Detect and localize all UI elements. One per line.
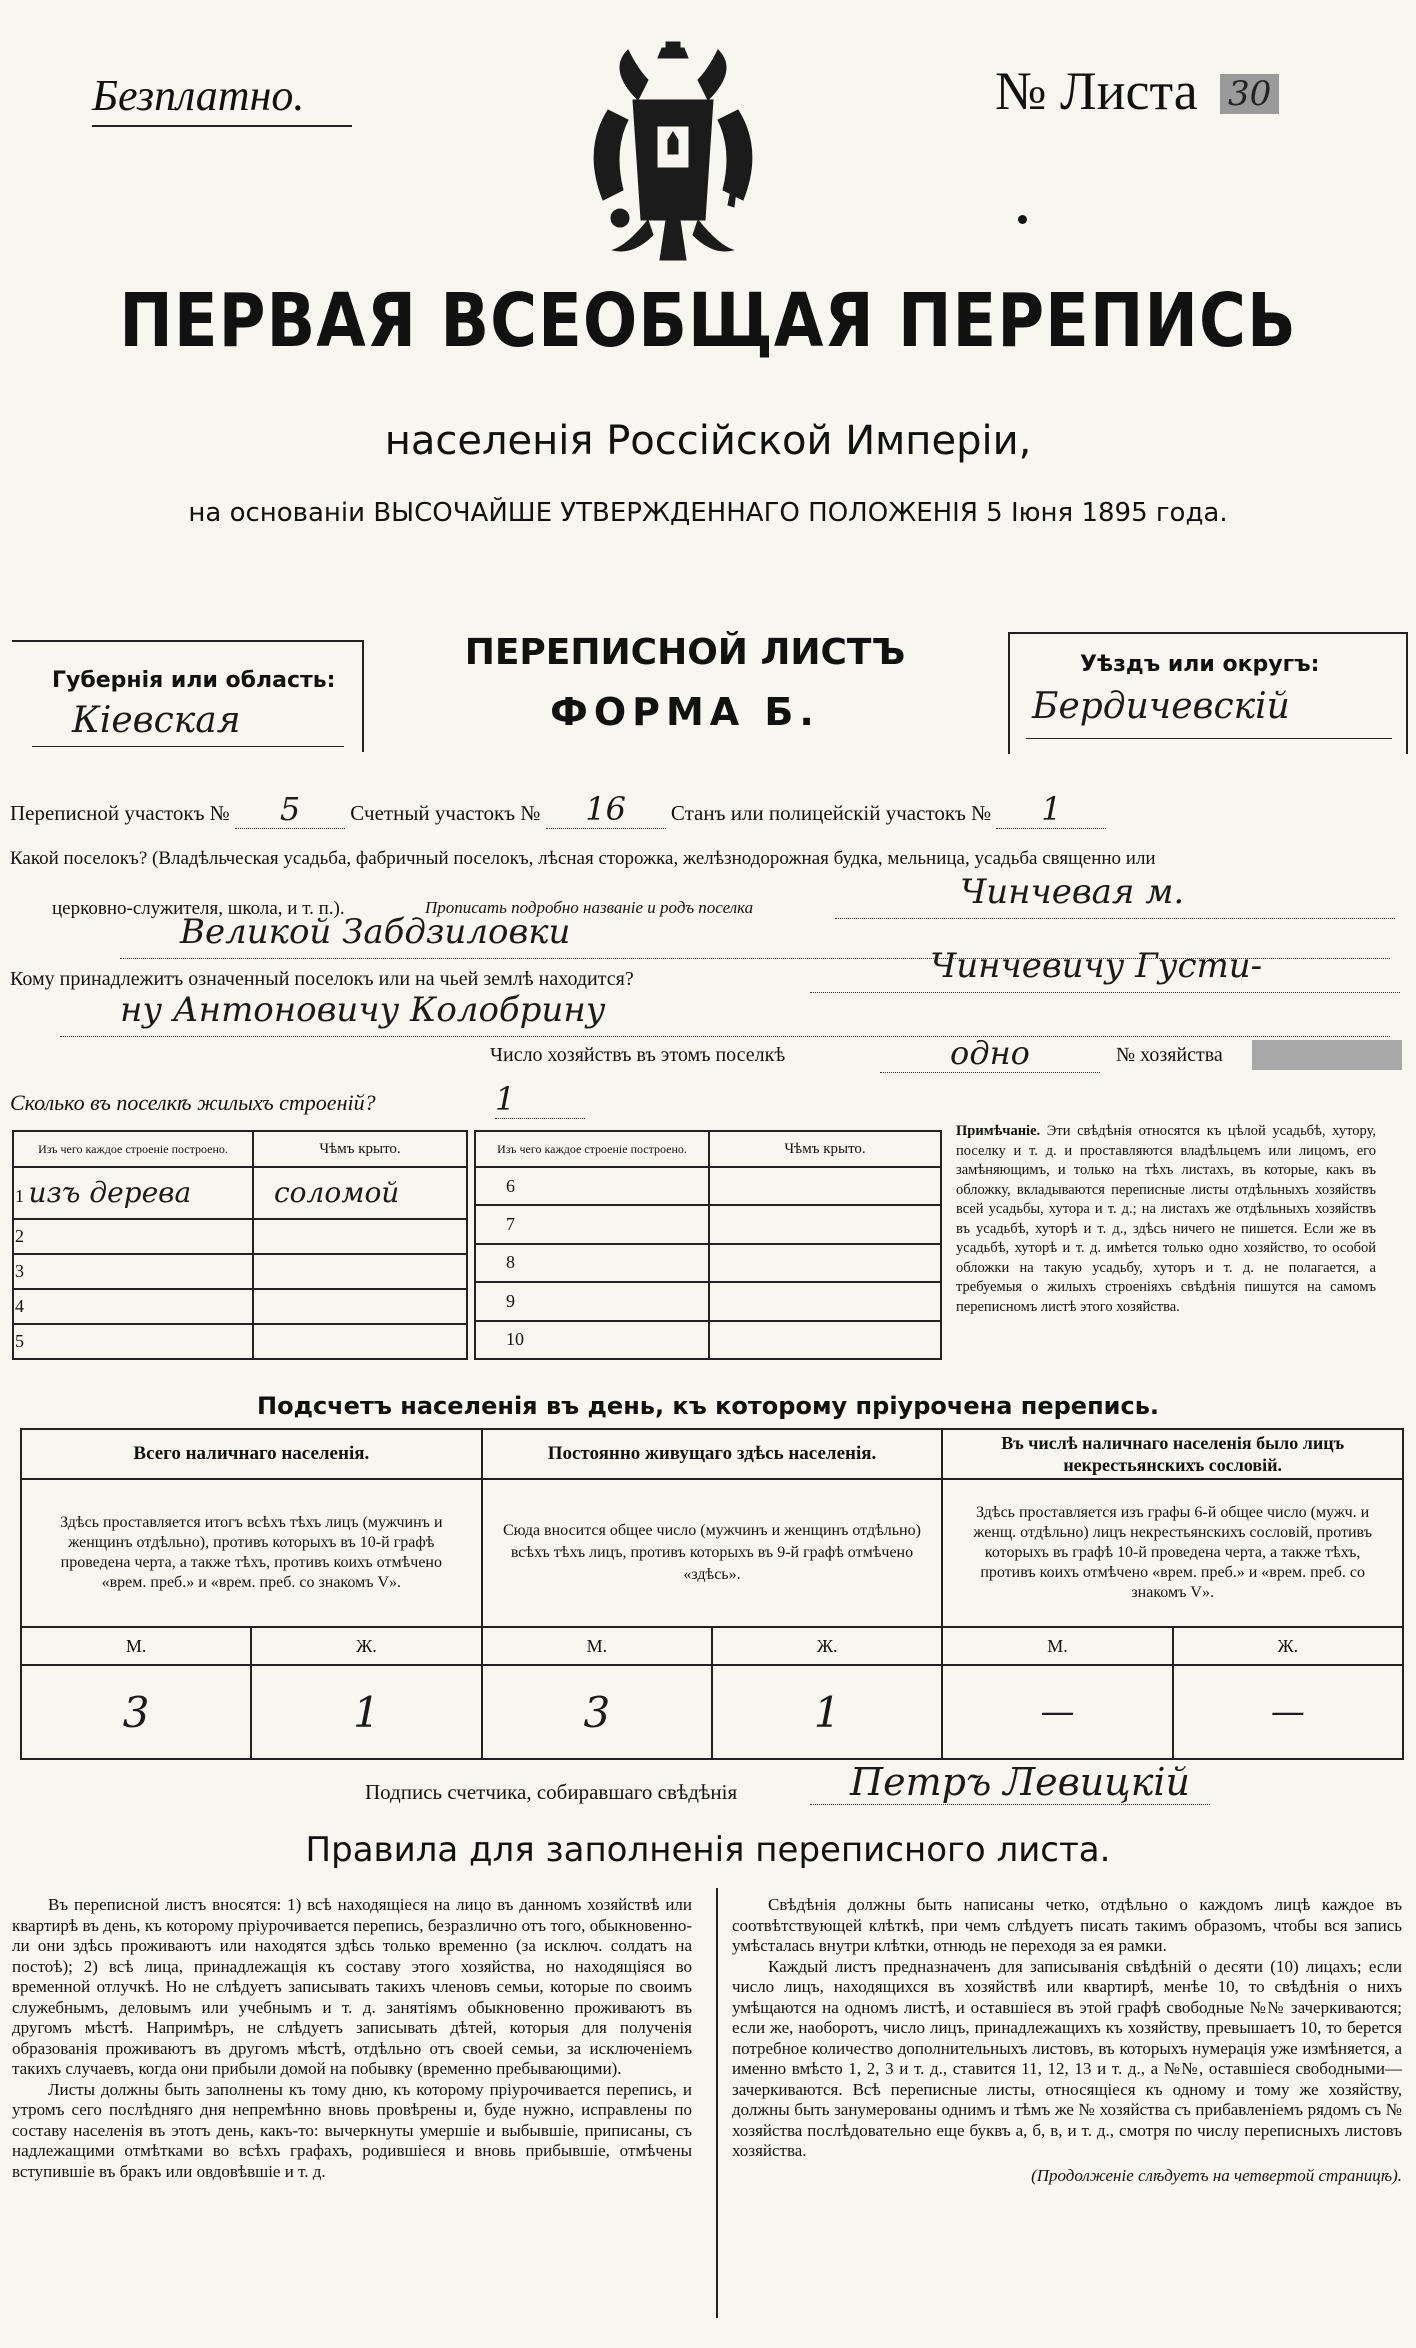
table-row bbox=[13, 1324, 467, 1359]
row-number: 1 bbox=[15, 1186, 24, 1207]
census-area-value: 5 bbox=[235, 790, 345, 829]
rules-right-p2: Каждый листъ предназначенъ для записыванія свѣдѣній о десяти (10) лицахъ; если число лицъ, находящихся въ хозяйствѣ или квартирѣ, менѣе 10, то свѣдѣнія о нихъ умѣщаются на одномъ листѣ, и оставшіеся въ этой графѣ свободные №№ зачеркиваются; если же, наоборотъ, число лицъ, принадлежащихъ къ хозяйству, превышаетъ 10, то берется потребное количество дополнительныхъ листовъ, въ которыхъ нумерація уже измѣняется, а именно вмѣсто 1, 2, 3 и т. д., ставится 11, 12, 13 и т. д., а №№, оставшіеся свободными—зачеркиваются. Всѣ переписные листы, относящіеся къ одному и тому же хозяйству, должны быть занумерованы однимъ и тѣмъ же № хозяйства съ прибавленіемъ рядомъ съ № хозяйства послѣдовательно еще буквъ а, б, в, и т. д., смотря по числу переписныхъ листовъ хозяйства. bbox=[732, 1956, 1402, 2160]
roof-header: Чѣмъ крыто. bbox=[253, 1131, 467, 1167]
district-label: Уѣздъ или округъ: bbox=[1080, 652, 1320, 677]
row-number: 6 bbox=[475, 1167, 709, 1205]
m-label: М. bbox=[21, 1627, 251, 1665]
col1-male-count: 3 bbox=[21, 1665, 251, 1759]
f-label: Ж. bbox=[1173, 1627, 1403, 1665]
counting-area-label: Счетный участокъ № bbox=[350, 801, 541, 825]
settlement-value-2: Великой Забдзиловки bbox=[180, 912, 571, 952]
stan-value: 1 bbox=[996, 790, 1106, 829]
m-label: М. bbox=[942, 1627, 1172, 1665]
household-no-redacted bbox=[1252, 1040, 1402, 1070]
ink-dot bbox=[1018, 215, 1027, 224]
census-title: ПЕРВАЯ ВСЕОБЩАЯ ПЕРЕПИСЬ bbox=[119, 279, 1297, 365]
row-material: изъ дерева bbox=[28, 1176, 192, 1210]
note-block bbox=[956, 1122, 1376, 1317]
rules-left-p1: Въ переписной листъ вносятся: 1) всѣ находящіеся на лицо въ данномъ хозяйствѣ или квартирѣ въ день, къ которому пріурочивается перепись, безразлично отъ того, обыкновенно-ли они здѣсь проживаютъ или находятся здѣсь только временно (за исключ. солдатъ на постоѣ); 2) всѣ лица, принадлежащія къ составу этого хозяйства, но находящіяся во временной отлучкѣ. Но не слѣдуетъ записывать такихъ членовъ семьи, которые по своимъ служебнымъ, деловымъ или учебнымъ и т. д. занятіямъ обыкновенно проживаютъ въ другомъ мѣстѣ. Напримѣръ, не слѣдуетъ записывать дѣтей, которыя для полученія образованія проживаютъ въ другомъ мѣстѣ, отдѣльно отъ своей семьи, за исключеніемъ такихъ случаевъ, когда они прибыли домой на побывку (временно пребывающими). bbox=[12, 1895, 692, 2078]
row-number: 2 bbox=[13, 1219, 253, 1254]
households-label: Число хозяйствъ въ этомъ поселкѣ bbox=[490, 1044, 786, 1066]
buildings-table-right bbox=[474, 1130, 942, 1360]
signature-label: Подпись счетчика, собиравшаго свѣдѣнія bbox=[365, 1780, 738, 1804]
row-roof bbox=[709, 1205, 941, 1243]
table-row bbox=[475, 1167, 941, 1205]
rules-right-p1: Свѣдѣнія должны быть написаны четко, отдѣльно о каждомъ лицѣ каждое въ соотвѣтствующей клѣткѣ, при чемъ слѣдуетъ писать такимъ образомъ, чтобы вся запись умѣсталась внутри клѣтки, отнюдь не переходя за ея рамки. bbox=[732, 1895, 1402, 1955]
table-row bbox=[13, 1167, 467, 1219]
settlement-label: Какой поселокъ? (Владѣльческая усадьба, фабричный поселокъ, лѣсная сторожка, желѣзнодорожная будка, мельница, усадьба священно или bbox=[10, 848, 1156, 869]
row-roof bbox=[709, 1244, 941, 1282]
table-row bbox=[475, 1205, 941, 1243]
stan-label: Станъ или полицейскій участокъ № bbox=[670, 801, 992, 825]
census-area-label: Переписной участокъ № bbox=[10, 801, 230, 825]
sheet-number-value: 30 bbox=[1220, 74, 1279, 114]
district-value: Бердичевскій bbox=[1032, 686, 1290, 727]
count-table bbox=[20, 1428, 1404, 1760]
count-table-head bbox=[21, 1429, 1403, 1479]
column-divider bbox=[716, 1888, 718, 2318]
col2-desc: Сюда вносится общее число (мужчинъ и женщинъ отдѣльно) всѣхъ тѣхъ лицъ, противъ которыхъ въ 9-й графѣ отмѣчено «здѣсь». bbox=[482, 1479, 943, 1627]
owner-value: Чинчевичу Густи- bbox=[930, 946, 1263, 986]
rules-right-column bbox=[732, 1895, 1402, 2186]
signature-value: Петръ Левицкій bbox=[850, 1760, 1191, 1804]
buildings-table-left bbox=[12, 1130, 468, 1360]
row-number: 8 bbox=[475, 1244, 709, 1282]
rules-left-p2: Листы должны быть заполнены къ тому дню, къ которому пріурочивается перепись, и утромъ сего послѣдняго дня непремѣнно вновь провѣрены и, буде нужно, исправлены по составу населенія въ этотъ день, какъ-то: вычеркнуты умершіе и выбывшіе, приписаны, съ надлежащими отмѣтками во всѣхъ графахъ, родившіеся и вновь прибывшіе, отмѣчены вступившіе въ бракъ или овдовѣвшіе и т. д. bbox=[12, 2079, 692, 2181]
settlement-instruction: Прописать подробно названіе и родъ поселка bbox=[425, 898, 754, 917]
col1-female-count: 1 bbox=[251, 1665, 481, 1759]
col3-female-count: — bbox=[1173, 1665, 1403, 1759]
col1-desc: Здѣсь проставляется итогъ всѣхъ тѣхъ лицъ (мужчинъ и женщинъ отдѣльно), противъ которыхъ въ 10-й графѣ проведена черта, а также тѣхъ, противъ коихъ отмѣчено «врем. преб.» и «врем. преб. со знакомъ V». bbox=[21, 1479, 482, 1627]
row-roof: соломой bbox=[253, 1167, 467, 1219]
legal-basis-line: на основаніи ВЫСОЧАЙШЕ УТВЕРЖДЕННАГО ПОЛОЖЕНІЯ 5 Іюня 1895 года. bbox=[188, 498, 1228, 528]
signature-dots bbox=[810, 1804, 1210, 1805]
owner-value-2: ну Антоновичу Колобрину bbox=[120, 990, 606, 1030]
owner-dots-2 bbox=[60, 1036, 1390, 1037]
table-row bbox=[475, 1321, 941, 1359]
count-table-gender-row bbox=[21, 1627, 1403, 1665]
buildings-value: 1 bbox=[495, 1080, 585, 1119]
row-roof bbox=[253, 1324, 467, 1359]
col3-male-count: — bbox=[942, 1665, 1172, 1759]
row-number: 5 bbox=[13, 1324, 253, 1359]
form-title: ФОРМА Б. bbox=[550, 690, 820, 734]
col2-male-count: 3 bbox=[482, 1665, 712, 1759]
col1-title: Всего наличнаго населенія. bbox=[21, 1429, 482, 1479]
province-label: Губернія или область: bbox=[52, 668, 336, 693]
count-table-values-row bbox=[21, 1665, 1403, 1759]
free-label: Безплатно. bbox=[92, 71, 305, 120]
rules-title: Правила для заполненія переписного листа. bbox=[305, 1830, 1111, 1870]
settlement-label-2: церковно-служителя, школа, и т. п.). bbox=[52, 898, 345, 919]
row-roof bbox=[253, 1219, 467, 1254]
settlement-value: Чинчевая м. bbox=[960, 872, 1185, 912]
row-roof bbox=[253, 1289, 467, 1324]
sheet-title: ПЕРЕПИСНОЙ ЛИСТЪ bbox=[464, 632, 906, 673]
row-number: 4 bbox=[13, 1289, 253, 1324]
owner-label: Кому принадлежитъ означенный поселокъ или на чьей землѣ находится? bbox=[10, 968, 634, 990]
note-text: Эти свѣдѣнія относятся къ цѣлой усадьбѣ, хутору, поселку и т. д. и проставляются владѣльцемъ или лицомъ, его замѣняющимъ, и только на тѣхъ листахъ, въ которые, какъ въ обложку, вкладываются переписные листы отдѣльныхъ хозяйствъ всей усадьбы, хутора и т. д.; на листахъ же отдѣльныхъ хозяйствъ въ усадьбѣ, хуторѣ и т. д., здѣсь ничего не пишется. Если же въ усадьбѣ, хуторѣ и т. д. имѣется только одно хозяйство, то особой обложки на такую усадьбу, хуторъ и т. д. не полагается, а требуемыя о жилыхъ строеніяхъ свѣдѣнія пишутся на самомъ переписномъ листѣ этого хозяйства. bbox=[956, 1123, 1377, 1315]
col2-title: Постоянно живущаго здѣсь населенія. bbox=[482, 1429, 943, 1479]
buildings-label: Сколько въ поселкѣ жилыхъ строеній? bbox=[10, 1090, 376, 1115]
households-value: одно bbox=[880, 1034, 1100, 1073]
row-number: 7 bbox=[475, 1205, 709, 1243]
m-label: М. bbox=[482, 1627, 712, 1665]
census-subtitle: населенія Россійской Имперіи, bbox=[384, 418, 1032, 464]
free-underline bbox=[92, 125, 352, 127]
rules-continued: (Продолженіе слѣдуетъ на четвертой страницѣ). bbox=[1031, 2165, 1402, 2185]
owner-dots bbox=[810, 992, 1400, 993]
table-row bbox=[13, 1219, 467, 1254]
province-underline bbox=[32, 746, 344, 747]
table-row bbox=[13, 1254, 467, 1289]
row-number: 10 bbox=[475, 1321, 709, 1359]
buildings-table-head bbox=[475, 1131, 941, 1167]
f-label: Ж. bbox=[712, 1627, 942, 1665]
row-roof bbox=[709, 1167, 941, 1205]
district-underline bbox=[1026, 738, 1392, 739]
roof-header: Чѣмъ крыто. bbox=[709, 1131, 941, 1167]
rules-left-column bbox=[12, 1895, 692, 2182]
col3-desc: Здѣсь проставляется изъ графы 6-й общее число (мужч. и женщ. отдѣльно) лицъ некрестьянскихъ сословій, противъ которыхъ въ графѣ 10-й проведена черта, а также тѣхъ, противъ коихъ отмѣчено «врем. преб.» и «врем. преб. со знакомъ V». bbox=[942, 1479, 1403, 1627]
row-number: 3 bbox=[13, 1254, 253, 1289]
census-area-line bbox=[10, 790, 1410, 829]
col2-female-count: 1 bbox=[712, 1665, 942, 1759]
settlement-dots bbox=[835, 918, 1395, 919]
row-number: 9 bbox=[475, 1282, 709, 1320]
material-header: Изъ чего каждое строеніе построено. bbox=[13, 1131, 253, 1167]
household-no-label: № хозяйства bbox=[1116, 1044, 1223, 1066]
note-label: Примѣчаніе. bbox=[956, 1123, 1041, 1139]
province-value: Кіевская bbox=[72, 700, 241, 741]
count-table-desc bbox=[21, 1479, 1403, 1627]
col3-title: Въ числѣ наличнаго населенія было лицъ некрестьянскихъ сословій. bbox=[942, 1429, 1403, 1479]
province-box bbox=[12, 640, 364, 752]
table-row bbox=[475, 1282, 941, 1320]
material-header: Изъ чего каждое строеніе построено. bbox=[475, 1131, 709, 1167]
count-section-title: Подсчетъ населенія въ день, къ которому пріурочена перепись. bbox=[257, 1392, 1159, 1420]
table-row bbox=[13, 1289, 467, 1324]
row-roof bbox=[709, 1282, 941, 1320]
row-roof bbox=[253, 1254, 467, 1289]
f-label: Ж. bbox=[251, 1627, 481, 1665]
double-headed-eagle-emblem bbox=[578, 40, 768, 270]
buildings-table-head bbox=[13, 1131, 467, 1167]
district-box bbox=[1008, 632, 1408, 754]
sheet-number-label: № Листа bbox=[995, 61, 1198, 121]
table-row bbox=[475, 1244, 941, 1282]
counting-area-value: 16 bbox=[546, 790, 666, 829]
row-roof bbox=[709, 1321, 941, 1359]
